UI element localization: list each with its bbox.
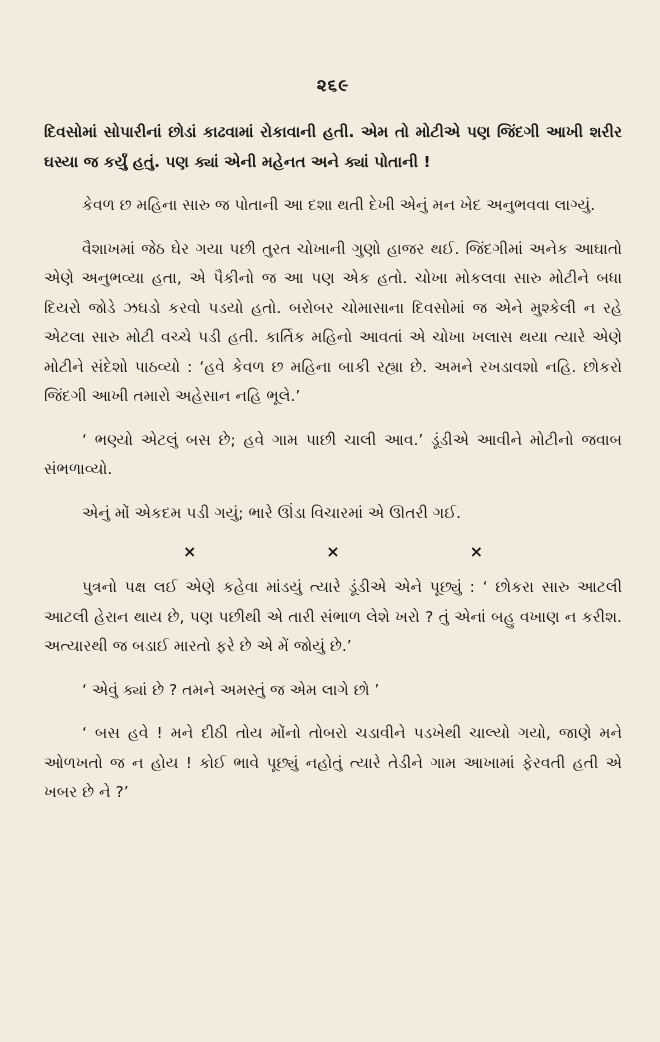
paragraph-4: ‘ ભણ્યો એટલું બસ છે; હવે ગામ પાછી ચાલી આવ.’ ડૂંડીએ આવીને મોટીનો જવાબ સંભળાવ્યો. [44, 430, 622, 478]
paragraph-3: વૈશાખમાં જેઠ ઘેર ગયા પછી તુરત ચોખાની ગુણો હાજર થઈ. જિંદગીમાં અનેક આઘાતો એણે અનુભવ્યા હતા, એ પૈકીનો જ આ પણ એક હતો. ચોખા મોકલવા સારુ મોટીને બધા દિયરો જોડે ઝઘડો કરવો પડયો હતો. બરોબર ચોમાસાના દિવસોમાં જ એને મુશ્કેલી ન રહે એટલા સારુ મોટી વચ્ચે પડી હતી. કાર્તિક મહિનો આવતાં એ ચોખા ખલાસ થયા ત્યારે એણે મોટીને સંદેશો પાઠવ્યો : ‘હવે કેવળ છ મહિના બાકી રહ્યા છે. અમને રખડાવશો નહિ. છોકરો જિંદગી આખી તમારો અહેસાન નહિ ભૂલે.’ [44, 239, 622, 405]
paragraph-2: કેવળ છ મહિના સારુ જ પોતાની આ દશા થતી દેખી એનું મન ખેદ અનુભવવા લાગ્યું. [82, 196, 596, 214]
separator-mark: × [469, 542, 483, 561]
paragraph-6: પુત્રનો પક્ષ લઈ એણે કહેવા માંડયું ત્યારે ડૂંડીએ એને પૂછ્યું : ‘ છોકરા સારુ આટલી આટલી હેરાન થાય છે, પણ પછીથી એ તારી સંભાળ લેશે ખરો ? તું એનાં બહુ વખાણ ન કરીશ. અત્યારથી જ બડાઈ મારતો ફરે છે એ મેં જોયું છે.’ [44, 578, 622, 655]
separator-mark: × [183, 542, 197, 561]
page-number: ૨૬૯ [316, 76, 350, 96]
paragraph-5: એનું મોં એકદમ પડી ગયું; ભારે ઊંડા વિચારમાં એ ઊતરી ગઈ. [82, 503, 462, 522]
paragraph-7: ‘ એવું ક્યાં છે ? તમને અમસ્તું જ એમ લાગે છો ’ [82, 680, 380, 699]
paragraph-8: ‘ બસ હવે ! મને દીઠી તોય મોંનો તોબરો ચડાવીને પડખેથી ચાલ્યો ગયો, જાણે મને ઓળખતો જ ન હોય ! કોઈ ભાવે પૂછ્યું નહોતું ત્યારે તેડીને ગામ આખામાં ફેરવતી હતી એ ખબર છે ને ?’ [44, 724, 622, 801]
section-separator [183, 542, 483, 561]
paragraph-1: દિવસોમાં સોપારીનાં છોડાં કાઢવામાં રોકાવાની હતી. એમ તો મોટીએ પણ જિંદગી આખી શરીર ઘસ્યા જ કર્યું હતું. પણ ક્યાં એની મહેનત અને ક્યાં પોતાની ! [44, 123, 622, 171]
separator-mark: × [326, 542, 340, 561]
